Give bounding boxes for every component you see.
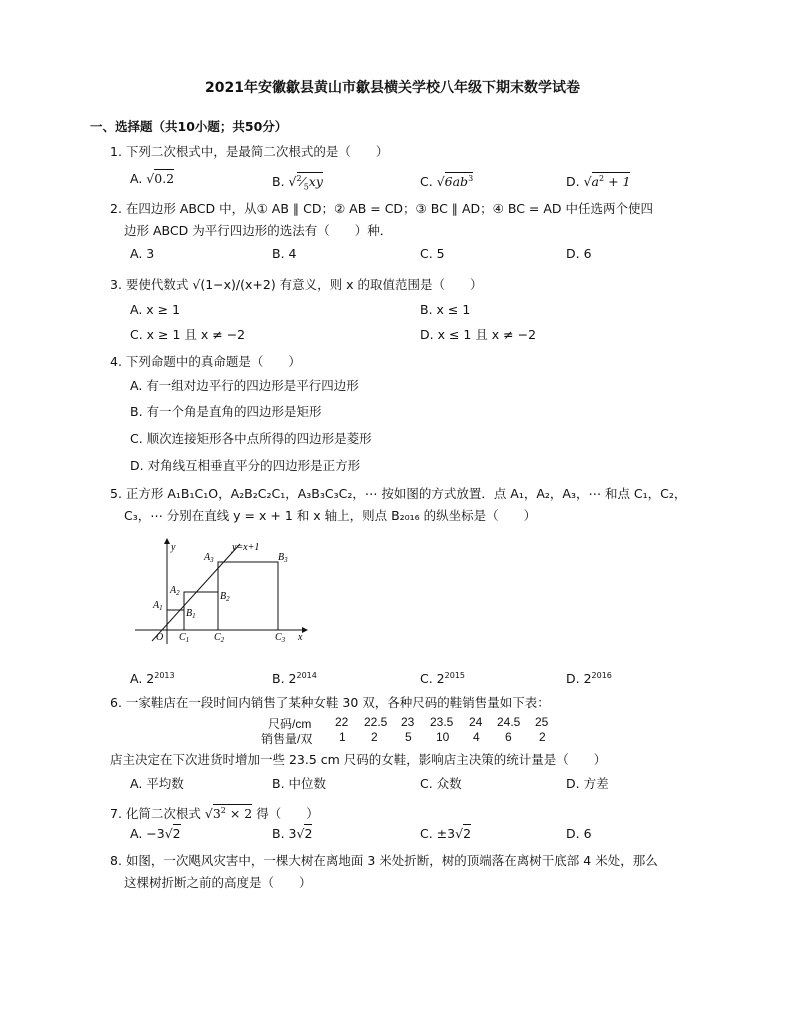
q3-option-c[interactable]: C. x ≥ 1 且 x ≠ −2: [130, 327, 246, 342]
label-line: y=x+1: [232, 542, 260, 553]
label-c1: $C_1$: [179, 632, 190, 644]
q6-stem: 6. 一家鞋店在一段时间内销售了某种女鞋 30 双，各种尺码的鞋销售量如下表：: [110, 695, 550, 710]
table-size-cell: 24: [469, 715, 483, 729]
label-a1: $A_1$: [153, 600, 163, 612]
q6-stem2: 店主决定在下次进货时增加一些 23.5 cm 尺码的女鞋，影响店主决策的统计量是（ ）: [110, 752, 607, 767]
q2-option-c[interactable]: C. 5: [420, 246, 445, 261]
label-a2: $A_2$: [170, 585, 180, 597]
q2-stem-line1: 2. 在四边形 ABCD 中，从① AB ∥ CD；② AB = CD；③ BC ∥ AD；④ BC = AD 中任选两个使四: [110, 201, 654, 216]
q8-stem-line2: 这棵树折断之前的高度是（ ）: [124, 875, 312, 890]
q3-option-a[interactable]: A. x ≥ 1: [130, 302, 181, 317]
q5-figure: [130, 536, 310, 648]
table-count-cell: 5: [405, 730, 412, 744]
table-count-cell: 4: [473, 730, 480, 744]
label-c3: $C_3$: [275, 632, 286, 644]
q1-option-b[interactable]: B. $√^2⁄_5xy$: [272, 174, 323, 192]
q1-option-c[interactable]: C. $√6ab^3$: [420, 174, 474, 190]
q6-option-c[interactable]: C. 众数: [420, 776, 462, 791]
table-size-cell: 25: [535, 715, 549, 729]
q2-option-d[interactable]: D. 6: [566, 246, 592, 261]
q2-stem-line2: 边形 ABCD 为平行四边形的选法有（ ）种．: [124, 223, 393, 238]
table-count-cell: 1: [339, 730, 346, 744]
table-count-cell: 10: [436, 730, 450, 744]
q4-option-b[interactable]: B. 有一个角是直角的四边形是矩形: [130, 404, 322, 419]
label-origin: O: [156, 632, 164, 643]
label-y-axis: y: [171, 542, 176, 553]
q3-option-d[interactable]: D. x ≤ 1 且 x ≠ −2: [420, 327, 537, 342]
q1-option-d[interactable]: D. $√a^2 + 1$: [566, 174, 631, 190]
q5-option-d[interactable]: D. $2^{2016}$: [566, 671, 612, 687]
label-b3: $B_3$: [278, 552, 288, 564]
label-c2: $C_2$: [214, 632, 225, 644]
table-size-cell: 22.5: [364, 715, 388, 729]
label-b1: $B_1$: [186, 608, 196, 620]
label-a3: $A_3$: [204, 552, 214, 564]
table-size-cell: 23: [401, 715, 415, 729]
q7-option-d[interactable]: D. 6: [566, 826, 592, 841]
q3-option-b[interactable]: B. x ≤ 1: [420, 302, 471, 317]
q5-option-c[interactable]: C. $2^{2015}$: [420, 671, 465, 687]
q5-option-b[interactable]: B. $2^{2014}$: [272, 671, 317, 687]
q2-option-b[interactable]: B. 4: [272, 246, 297, 261]
table-count-cell: 6: [505, 730, 512, 744]
q4-option-c[interactable]: C. 顺次连接矩形各中点所得的四边形是菱形: [130, 431, 372, 446]
q2-option-a[interactable]: A. 3: [130, 246, 155, 261]
section-heading: 一、选择题（共10小题；共50分）: [90, 119, 288, 134]
table-row1-label: 尺码/cm: [268, 717, 312, 731]
q1-option-a[interactable]: A. √0.2: [130, 171, 175, 186]
q4-option-a[interactable]: A. 有一组对边平行的四边形是平行四边形: [130, 378, 359, 393]
label-x-axis: x: [298, 632, 303, 643]
q6-option-b[interactable]: B. 中位数: [272, 776, 327, 791]
q3-stem: 3. 要使代数式 √(1−x)/(x+2) 有意义，则 x 的取值范围是（ ）: [110, 277, 483, 292]
q1-stem: 1. 下列二次根式中，是最简二次根式的是（ ）: [110, 144, 389, 159]
label-b2: $B_2$: [220, 591, 230, 603]
q5-option-a[interactable]: A. $2^{2013}$: [130, 671, 175, 687]
square-1: [167, 610, 184, 630]
q7-stem: 7. 化简二次根式 $√3^2 \times 2$ 得（ ）: [110, 806, 319, 822]
table-size-cell: 22: [335, 715, 349, 729]
q5-stem-line1: 5. 正方形 A₁B₁C₁O，A₂B₂C₂C₁，A₃B₃C₃C₂，⋯ 按如图的方式放置．点 A₁，A₂，A₃，⋯ 和点 C₁，C₂，: [110, 486, 687, 501]
q6-option-d[interactable]: D. 方差: [566, 776, 609, 791]
y-axis-arrow: [164, 538, 170, 544]
q7-option-b[interactable]: B. 3√2: [272, 826, 313, 841]
q5-stem-line2: C₃，⋯ 分别在直线 y = x + 1 和 x 轴上，则点 B₂₀₁₆ 的纵坐标是（ ）: [124, 508, 537, 523]
table-count-cell: 2: [371, 730, 378, 744]
page-title: 2021年安徽歙县黄山市歙县横关学校八年级下期末数学试卷: [205, 80, 580, 96]
q4-option-d[interactable]: D. 对角线互相垂直平分的四边形是正方形: [130, 458, 361, 473]
q7-option-c[interactable]: C. ±3√2: [420, 826, 472, 841]
table-row2-label: 销售量/双: [261, 732, 313, 746]
x-axis-arrow: [302, 627, 308, 633]
table-size-cell: 24.5: [497, 715, 521, 729]
q8-stem-line1: 8. 如图，一次飓风灾害中，一棵大树在离地面 3 米处折断，树的顶端落在离树干底部 4 米处，那么: [110, 853, 658, 868]
q4-stem: 4. 下列命题中的真命题是（ ）: [110, 354, 301, 369]
q7-option-a[interactable]: A. −3√2: [130, 826, 181, 841]
table-size-cell: 23.5: [430, 715, 454, 729]
q6-option-a[interactable]: A. 平均数: [130, 776, 184, 791]
table-count-cell: 2: [539, 730, 546, 744]
